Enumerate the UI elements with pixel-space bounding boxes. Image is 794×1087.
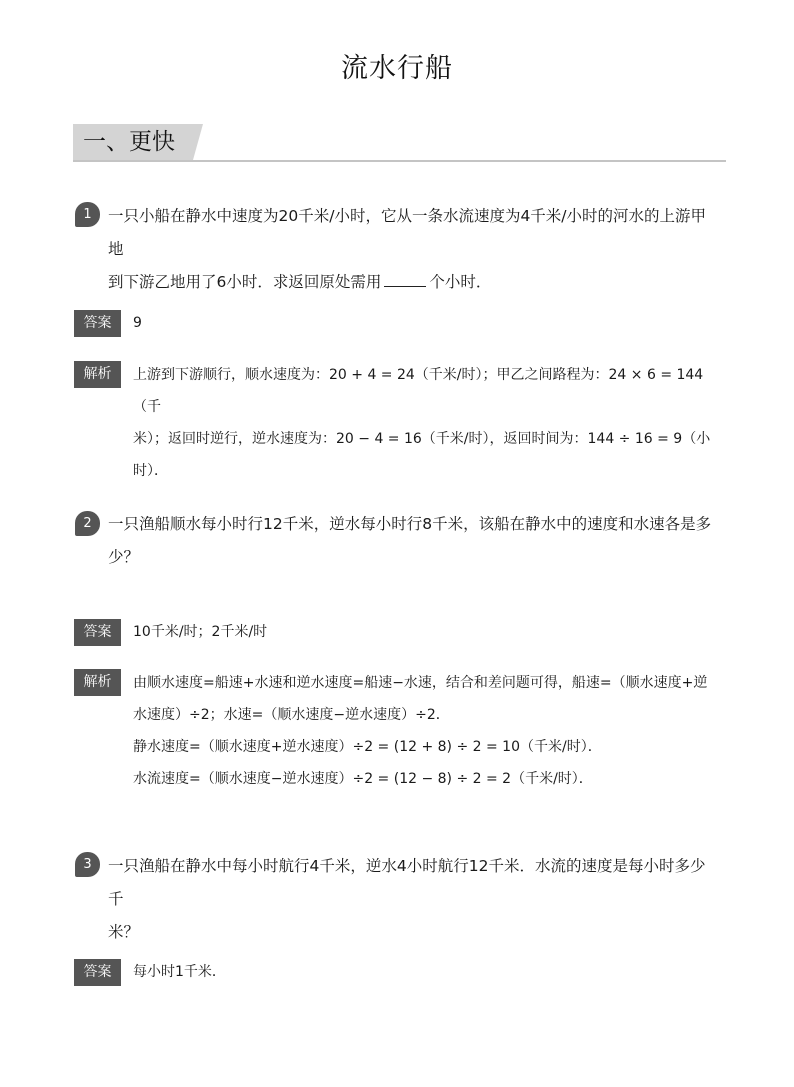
question-1-text [108,200,718,299]
section-header [73,124,726,164]
question-text-line: 一只渔船在静水中每小时航行4千米，逆水4小时航行12千米．水流的速度是每小时多少千 [108,857,706,908]
solution-line: 米）；返回时逆行，逆水速度为：20 − 4 = 16（千米/时），返回时间为：144 ÷ 16 = 9（小 [133,431,711,447]
section-heading: 一、更快 [73,124,193,160]
question-number-badge: 3 [75,852,100,877]
page-title: 流水行船 [341,53,453,84]
answer-value: 10千米/时；2千米/时 [133,624,268,640]
question-number-badge: 1 [75,202,100,227]
question-2-text [108,508,718,574]
answer-value: 9 [133,315,142,331]
question-text-suffix: 个小时． [429,273,492,291]
solution-line: 水流速度=（顺水速度−逆水速度）÷2 = (12 − 8) ÷ 2 = 2（千米/时）． [133,771,593,787]
solution-line: 上游到下游顺行，顺水速度为：20 + 4 = 24（千米/时）；甲乙之间路程为：24 × 6 = 144（千 [133,367,704,415]
solution-line: 时）． [133,463,168,479]
solution-line: 水速度）÷2；水速=（顺水速度−逆水速度）÷2． [133,707,450,723]
answer-label: 答案 [74,310,121,337]
question-number-badge: 2 [75,511,100,536]
answer-label: 答案 [74,959,121,986]
section-tab-slope [193,124,203,160]
solution-text [133,359,718,487]
solution-line: 由顺水速度=船速+水速和逆水速度=船速−水速，结合和差问题可得，船速=（顺水速度+逆 [133,675,708,691]
question-text-line: 一只小船在静水中速度为20千米/小时，它从一条水流速度为4千米/小时的河水的上游甲地 [108,207,707,258]
answer-blank [384,272,426,287]
question-3-text [108,850,718,949]
solution-label: 解析 [74,361,121,388]
question-text-line: 少？ [108,548,140,566]
question-text-line: 米？ [108,923,140,941]
question-text-line: 一只渔船顺水每小时行12千米，逆水每小时行8千米，该船在静水中的速度和水速各是多 [108,515,712,533]
solution-line: 静水速度=（顺水速度+逆水速度）÷2 = (12 + 8) ÷ 2 = 10（千米/时）． [133,739,602,755]
answer-label: 答案 [74,619,121,646]
solution-label: 解析 [74,669,121,696]
section-divider [73,160,726,162]
answer-value: 每小时1千米． [133,964,226,980]
solution-text [133,667,718,795]
question-text-line-2 [108,266,718,299]
question-text-part: 到下游乙地用了6小时．求返回原处需用 [108,273,382,291]
